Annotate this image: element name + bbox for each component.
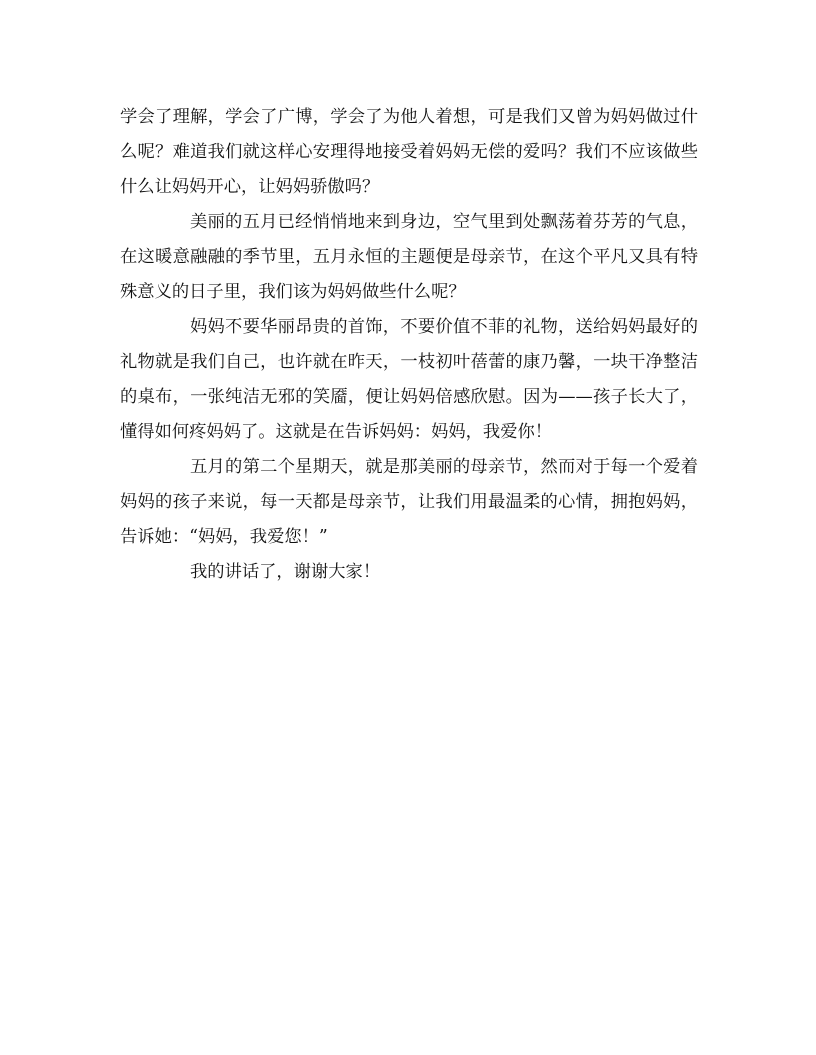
paragraph-best-gift: 妈妈不要华丽昂贵的首饰，不要价值不菲的礼物，送给妈妈最好的礼物就是我们自己，也许就在昨天，一枝初叶蓓蕾的康乃馨，一块干净整洁的桌布，一张纯洁无邪的笑靥，便让妈妈倍感欣慰。因为——孩子长大了，懂得如何疼妈妈了。这就是在告诉妈妈：妈妈，我爱你！ — [120, 317, 698, 442]
speech-body — [120, 100, 698, 590]
paragraph-closing: 我的讲话了，谢谢大家！ — [190, 562, 381, 582]
paragraph-may-arrives: 美丽的五月已经悄悄地来到身边，空气里到处飘荡着芬芳的气息，在这暖意融融的季节里，五月永恒的主题便是母亲节，在这个平凡又具有特殊意义的日子里，我们该为妈妈做些什么呢？ — [120, 212, 698, 302]
paragraph-continuation: 学会了理解，学会了广博，学会了为他人着想，可是我们又曾为妈妈做过什么呢？难道我们就这样心安理得地接受着妈妈无偿的爱吗？我们不应该做些什么让妈妈开心，让妈妈骄傲吗？ — [120, 107, 698, 197]
paragraph-mothers-day: 五月的第二个星期天，就是那美丽的母亲节，然而对于每一个爱着妈妈的孩子来说，每一天都是母亲节，让我们用最温柔的心情，拥抱妈妈，告诉她：“妈妈，我爱您！” — [120, 457, 698, 547]
